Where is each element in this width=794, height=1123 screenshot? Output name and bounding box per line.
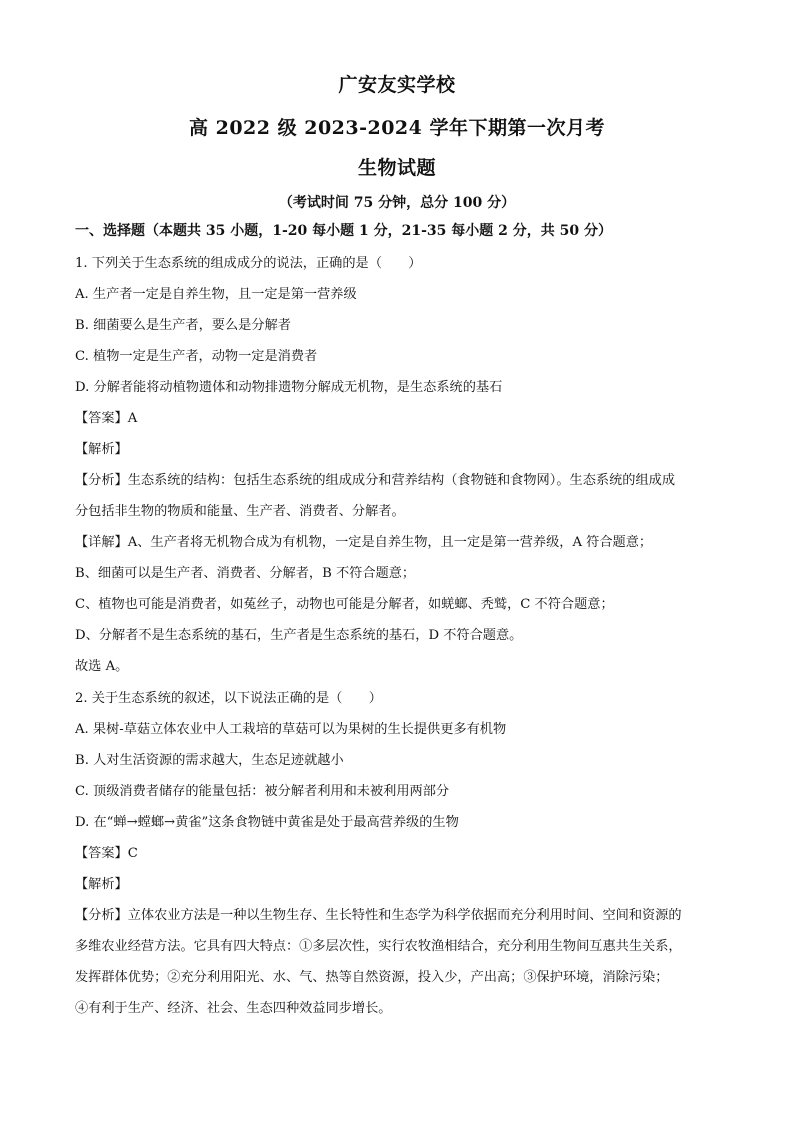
exam-meta: （考试时间 75 分钟，总分 100 分）: [278, 195, 516, 211]
subject-title: 生物试题: [357, 157, 436, 179]
question-1-detail-line: C、植物也可能是消费者，如菟丝子，动物也可能是分解者，如蜣螂、秃鹫，C 不符合题意；: [75, 597, 614, 612]
question-2-answer: 【答案】C: [75, 846, 138, 861]
school-title: 广安友实学校: [338, 74, 456, 96]
question-2-analysis-line: ④有利于生产、经济、社会、生态四种效益同步增长。: [75, 1001, 392, 1016]
question-2-option-b: B. 人对生活资源的需求越大，生态足迹就越小: [75, 753, 344, 768]
question-1-option-d: D. 分解者能将动植物遗体和动物排遗物分解成无机物，是生态系统的基石: [75, 380, 503, 395]
question-1-option-b: B. 细菌要么是生产者，要么是分解者: [75, 318, 291, 333]
question-1-analysis-line: 【分析】生态系统的结构：包括生态系统的组成成分和营养结构（食物链和食物网）。生态系统的组成成: [75, 473, 676, 488]
question-1-analysis-line: 分包括非生物的物质和能量、生产者、消费者、分解者。: [75, 504, 405, 519]
question-2-analysis-line: 发挥群体优势；②充分利用阳光、水、气、热等自然资源，投入少，产出高；③保护环境，消除污染；: [75, 970, 669, 985]
exam-title: 高 2022 级 2023-2024 学年下期第一次月考: [189, 117, 605, 139]
question-1-stem: 1. 下列关于生态系统的组成成分的说法，正确的是（ ）: [75, 256, 422, 271]
question-1-option-a: A. 生产者一定是自养生物，且一定是第一营养级: [75, 287, 357, 302]
question-1-detail-line: D、分解者不是生态系统的基石，生产者是生态系统的基石，D 不符合题意。: [75, 628, 523, 643]
question-2-stem: 2. 关于生态系统的叙述，以下说法正确的是（ ）: [75, 691, 382, 706]
question-1-option-c: C. 植物一定是生产者，动物一定是消费者: [75, 349, 318, 364]
question-2-option-d: D. 在“蝉→螳螂→黄雀”这条食物链中黄雀是处于最高营养级的生物: [75, 815, 459, 830]
question-2-option-a: A. 果树-草菇立体农业中人工栽培的草菇可以为果树的生长提供更多有机物: [75, 722, 507, 737]
question-1-detail-line: 【详解】A、生产者将无机物合成为有机物，一定是自养生物，且一定是第一营养级，A 符合题意；: [75, 535, 653, 550]
question-2-analysis-line: 【分析】立体农业方法是一种以生物生存、生长特性和生态学为科学依据而充分利用时间、空间和资源的: [75, 908, 682, 923]
question-2-analysis-label: 【解析】: [75, 877, 128, 892]
question-1-analysis-label: 【解析】: [75, 442, 128, 457]
question-2-option-c: C. 顶级消费者储存的能量包括：被分解者利用和未被利用两部分: [75, 784, 450, 799]
question-1-answer: 【答案】A: [75, 411, 138, 426]
question-1-conclusion: 故选 A。: [75, 659, 129, 674]
question-2-analysis-line: 多维农业经营方法。它具有四大特点：①多层次性，实行农牧渔相结合，充分利用生物间互惠共生关系，: [75, 939, 682, 954]
question-1-detail-line: B、细菌可以是生产者、消费者、分解者，B 不符合题意；: [75, 566, 416, 581]
section-heading: 一、选择题（本题共 35 小题，1-20 每小题 1 分，21-35 每小题 2 分，共 50 分）: [75, 223, 612, 239]
